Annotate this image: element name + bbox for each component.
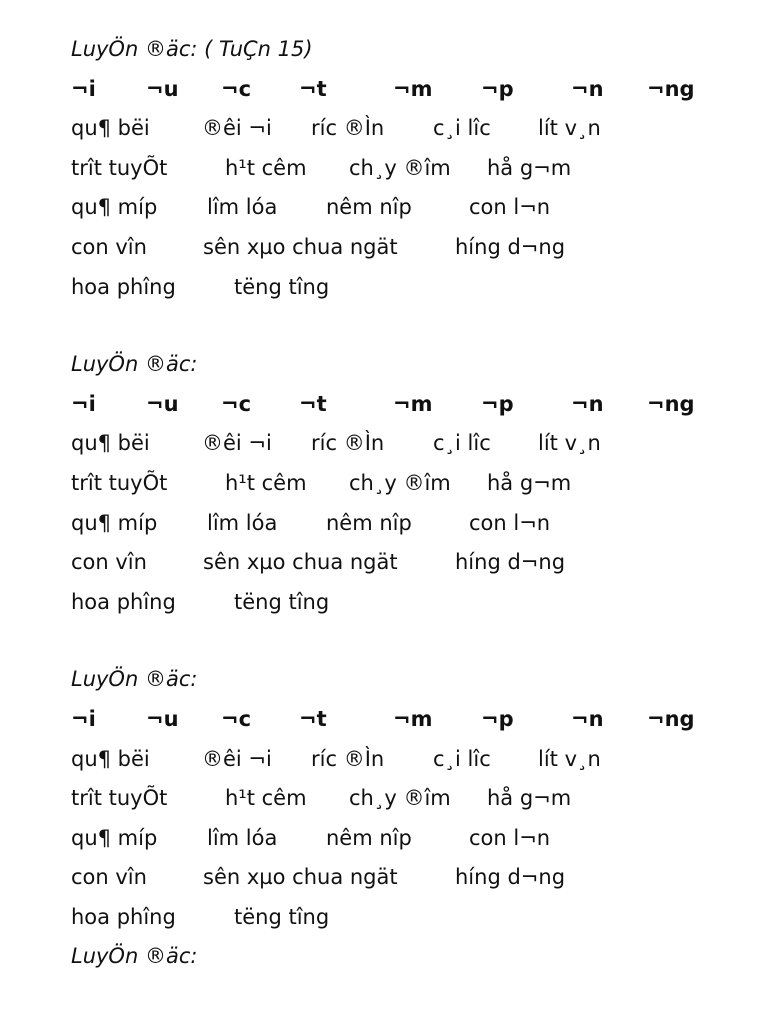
word-item: ríc ®Ìn bbox=[311, 116, 385, 141]
word-item: ®êi ¬i bbox=[202, 116, 272, 141]
word-item: con vîn bbox=[71, 865, 147, 890]
section-heading: LuyÖn ®äc: ( TuÇn 15) bbox=[71, 37, 313, 61]
sound-item: ¬n bbox=[571, 76, 604, 101]
sound-item: ¬m bbox=[393, 706, 433, 731]
word-item: ®êi ¬i bbox=[202, 746, 272, 771]
section-heading: LuyÖn ®äc: bbox=[71, 667, 198, 692]
sound-item: ¬t bbox=[299, 391, 327, 416]
word-item: híng d¬ng bbox=[455, 550, 566, 575]
word-item: tëng tîng bbox=[234, 589, 330, 614]
sound-item: ¬p bbox=[481, 76, 514, 101]
trailing-heading: LuyÖn ®äc: bbox=[71, 944, 198, 969]
word-item: lít v¸n bbox=[538, 746, 601, 771]
word-item: lîm lóa bbox=[207, 195, 278, 220]
word-row bbox=[71, 543, 731, 583]
word-item: con vîn bbox=[71, 234, 147, 259]
word-item: sên xµo chua ngät bbox=[203, 234, 398, 259]
word-item: ch¸y ®îm bbox=[349, 155, 451, 180]
word-row bbox=[71, 268, 731, 308]
word-item: h¹t cêm bbox=[225, 155, 307, 180]
word-item: trît tuyÕt bbox=[71, 470, 168, 495]
sound-row bbox=[71, 70, 731, 110]
word-item: qu¶ míp bbox=[71, 825, 158, 850]
word-item: sên xµo chua ngät bbox=[203, 550, 398, 575]
sound-item: ¬n bbox=[571, 391, 604, 416]
sound-item: ¬u bbox=[146, 76, 179, 101]
sound-item: ¬t bbox=[299, 76, 327, 101]
word-item: c¸i lîc bbox=[433, 746, 491, 771]
word-row bbox=[71, 858, 731, 898]
sound-item: ¬m bbox=[393, 76, 433, 101]
document-page bbox=[71, 30, 731, 977]
word-row bbox=[71, 109, 731, 149]
word-row bbox=[71, 228, 731, 268]
word-item: con l¬n bbox=[469, 195, 551, 220]
word-item: lít v¸n bbox=[538, 116, 601, 141]
word-row bbox=[71, 779, 731, 819]
word-item: hoa phîng bbox=[71, 274, 176, 299]
word-item: trît tuyÕt bbox=[71, 155, 168, 180]
word-item: qu¶ míp bbox=[71, 510, 158, 535]
word-row bbox=[71, 188, 731, 228]
sound-item: ¬c bbox=[221, 706, 252, 731]
word-item: nêm nîp bbox=[326, 825, 412, 850]
word-item: tëng tîng bbox=[234, 904, 330, 929]
sound-item: ¬ng bbox=[647, 706, 695, 731]
word-item: qu¶ bëi bbox=[71, 431, 150, 456]
word-row bbox=[71, 424, 731, 464]
word-item: hoa phîng bbox=[71, 589, 176, 614]
word-row bbox=[71, 504, 731, 544]
word-item: con l¬n bbox=[469, 825, 551, 850]
word-item: c¸i lîc bbox=[433, 431, 491, 456]
sound-item: ¬i bbox=[71, 76, 96, 101]
sound-item: ¬n bbox=[571, 706, 604, 731]
reading-section-2 bbox=[71, 345, 731, 622]
word-item: qu¶ bëi bbox=[71, 746, 150, 771]
sound-item: ¬u bbox=[146, 391, 179, 416]
reading-section-3 bbox=[71, 660, 731, 977]
word-item: con vîn bbox=[71, 550, 147, 575]
word-item: h¹t cêm bbox=[225, 786, 307, 811]
word-item: trît tuyÕt bbox=[71, 786, 168, 811]
word-item: híng d¬ng bbox=[455, 865, 566, 890]
word-item: h¹t cêm bbox=[225, 470, 307, 495]
sound-item: ¬i bbox=[71, 706, 96, 731]
word-item: ch¸y ®îm bbox=[349, 470, 451, 495]
word-item: hå g¬m bbox=[487, 470, 572, 495]
word-item: hå g¬m bbox=[487, 786, 572, 811]
word-item: lîm lóa bbox=[207, 510, 278, 535]
word-item: qu¶ bëi bbox=[71, 116, 150, 141]
word-row bbox=[71, 898, 731, 938]
sound-item: ¬u bbox=[146, 706, 179, 731]
word-item: ®êi ¬i bbox=[202, 431, 272, 456]
word-item: sên xµo chua ngät bbox=[203, 865, 398, 890]
sound-item: ¬ng bbox=[647, 76, 695, 101]
word-item: hå g¬m bbox=[487, 155, 572, 180]
word-item: lîm lóa bbox=[207, 825, 278, 850]
word-item: con l¬n bbox=[469, 510, 551, 535]
word-row bbox=[71, 149, 731, 189]
sound-item: ¬i bbox=[71, 391, 96, 416]
reading-section-1 bbox=[71, 30, 731, 307]
sound-row bbox=[71, 385, 731, 425]
word-item: nêm nîp bbox=[326, 195, 412, 220]
word-item: c¸i lîc bbox=[433, 116, 491, 141]
sound-item: ¬c bbox=[221, 391, 252, 416]
section-heading: LuyÖn ®äc: bbox=[71, 352, 198, 377]
word-item: ríc ®Ìn bbox=[311, 431, 385, 456]
sound-row bbox=[71, 700, 731, 740]
word-row bbox=[71, 740, 731, 780]
word-row bbox=[71, 583, 731, 623]
sound-item: ¬c bbox=[221, 76, 252, 101]
sound-item: ¬t bbox=[299, 706, 327, 731]
word-item: qu¶ míp bbox=[71, 195, 158, 220]
sound-item: ¬p bbox=[481, 706, 514, 731]
word-item: hoa phîng bbox=[71, 904, 176, 929]
sound-item: ¬p bbox=[481, 391, 514, 416]
word-item: ch¸y ®îm bbox=[349, 786, 451, 811]
word-item: nêm nîp bbox=[326, 510, 412, 535]
word-item: lít v¸n bbox=[538, 431, 601, 456]
sound-item: ¬ng bbox=[647, 391, 695, 416]
word-row bbox=[71, 819, 731, 859]
sound-item: ¬m bbox=[393, 391, 433, 416]
word-item: tëng tîng bbox=[234, 274, 330, 299]
word-item: híng d¬ng bbox=[455, 234, 566, 259]
word-row bbox=[71, 464, 731, 504]
word-item: ríc ®Ìn bbox=[311, 746, 385, 771]
